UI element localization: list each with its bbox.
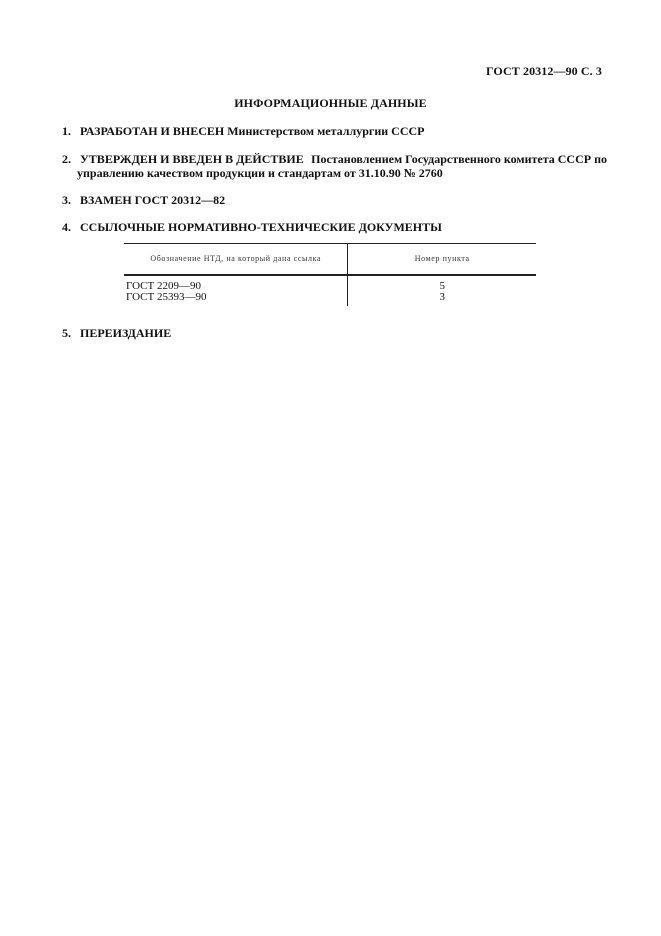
item-lead: ССЫЛОЧНЫЕ НОРМАТИВНО-ТЕХНИЧЕСКИЕ ДОКУМЕНТЫ xyxy=(80,220,442,234)
item-lead: ВЗАМЕН ГОСТ 20312—82 xyxy=(80,193,226,207)
item-number: 1. xyxy=(62,124,71,138)
info-item-2 xyxy=(62,152,607,180)
column-header-document: Обозначение НТД, на который дана ссылка xyxy=(124,244,348,275)
item-body: Министерством металлургии СССР xyxy=(227,124,425,138)
item-number: 3. xyxy=(62,193,71,207)
section-title: ИНФОРМАЦИОННЫЕ ДАННЫЕ xyxy=(234,96,427,110)
table-cell-point: 5 xyxy=(439,280,445,292)
item-number: 4. xyxy=(62,220,71,234)
item-body-line-2: управлению качеством продукции и стандартам от 31.10.90 № 2760 xyxy=(77,166,443,180)
table-row xyxy=(124,276,536,293)
column-header-point: Номер пункта xyxy=(414,254,470,263)
item-number: 5. xyxy=(62,326,71,340)
item-line-1 xyxy=(62,152,607,166)
item-body-line-1: Постановлением Государственного комитета СССР по xyxy=(311,152,607,166)
item-lead: УТВЕРЖДЕН И ВВЕДЕН В ДЕЙСТВИЕ xyxy=(80,152,304,166)
page-header-code: ГОСТ 20312—90 С. 3 xyxy=(486,64,602,78)
info-item-5 xyxy=(62,326,607,340)
info-item-1 xyxy=(62,124,607,138)
item-number: 2. xyxy=(62,152,71,166)
item-lead: ПЕРЕИЗДАНИЕ xyxy=(80,326,172,340)
table-row xyxy=(124,292,536,306)
reference-documents-table xyxy=(124,243,536,306)
table-cell-document: ГОСТ 25393—90 xyxy=(124,292,348,306)
table-header-row xyxy=(124,244,536,275)
item-lead: РАЗРАБОТАН И ВНЕСЕН xyxy=(80,124,225,138)
info-item-3 xyxy=(62,193,607,207)
table-cell-point: 3 xyxy=(439,291,445,303)
info-item-4 xyxy=(62,220,607,234)
table-cell-document: ГОСТ 2209—90 xyxy=(124,276,348,293)
